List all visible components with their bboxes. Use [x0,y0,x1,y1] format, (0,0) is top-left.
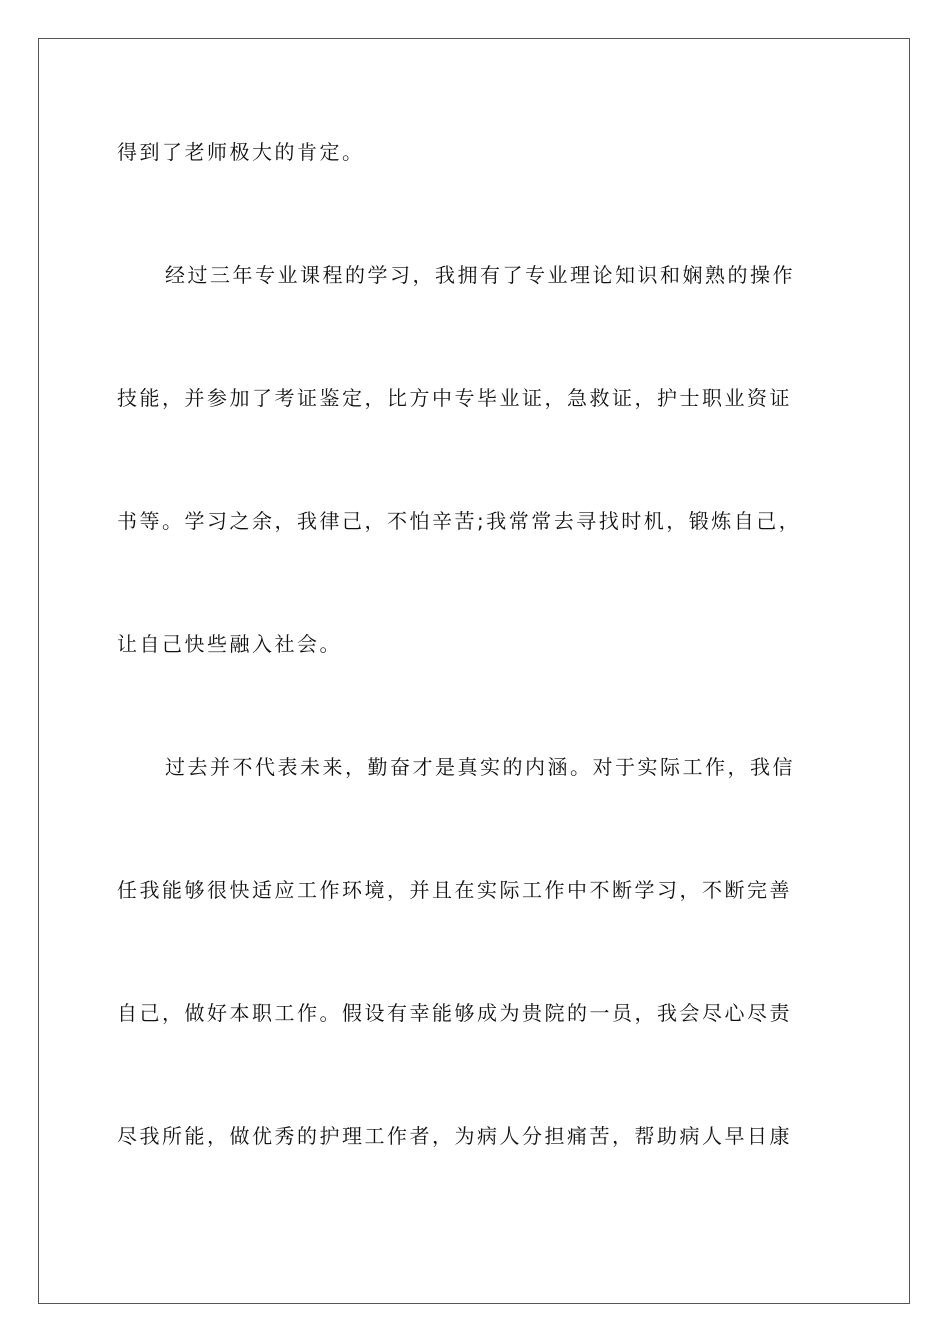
text-line-4: 书等。学习之余，我律己，不怕辛苦;我常常去寻找时机，锻炼自己， [117,509,802,533]
text-line-9: 尽我所能，做优秀的护理工作者，为病人分担痛苦，帮助病人早日康 [117,1124,792,1148]
text-line-2: 经过三年专业课程的学习，我拥有了专业理论知识和娴熟的操作 [165,263,795,287]
text-line-1: 得到了老师极大的肯定。 [117,140,365,164]
text-line-8: 自己，做好本职工作。假设有幸能够成为贵院的一员，我会尽心尽责 [117,1001,792,1025]
text-line-7: 任我能够很快适应工作环境，并且在实际工作中不断学习，不断完善 [117,878,792,902]
text-line-3: 技能，并参加了考证鉴定，比方中专毕业证，急救证，护士职业资证 [117,386,792,410]
text-line-6: 过去并不代表未来，勤奋才是真实的内涵。对于实际工作，我信 [165,755,795,779]
text-line-5: 让自己快些融入社会。 [117,632,342,656]
page-border [38,38,910,1304]
